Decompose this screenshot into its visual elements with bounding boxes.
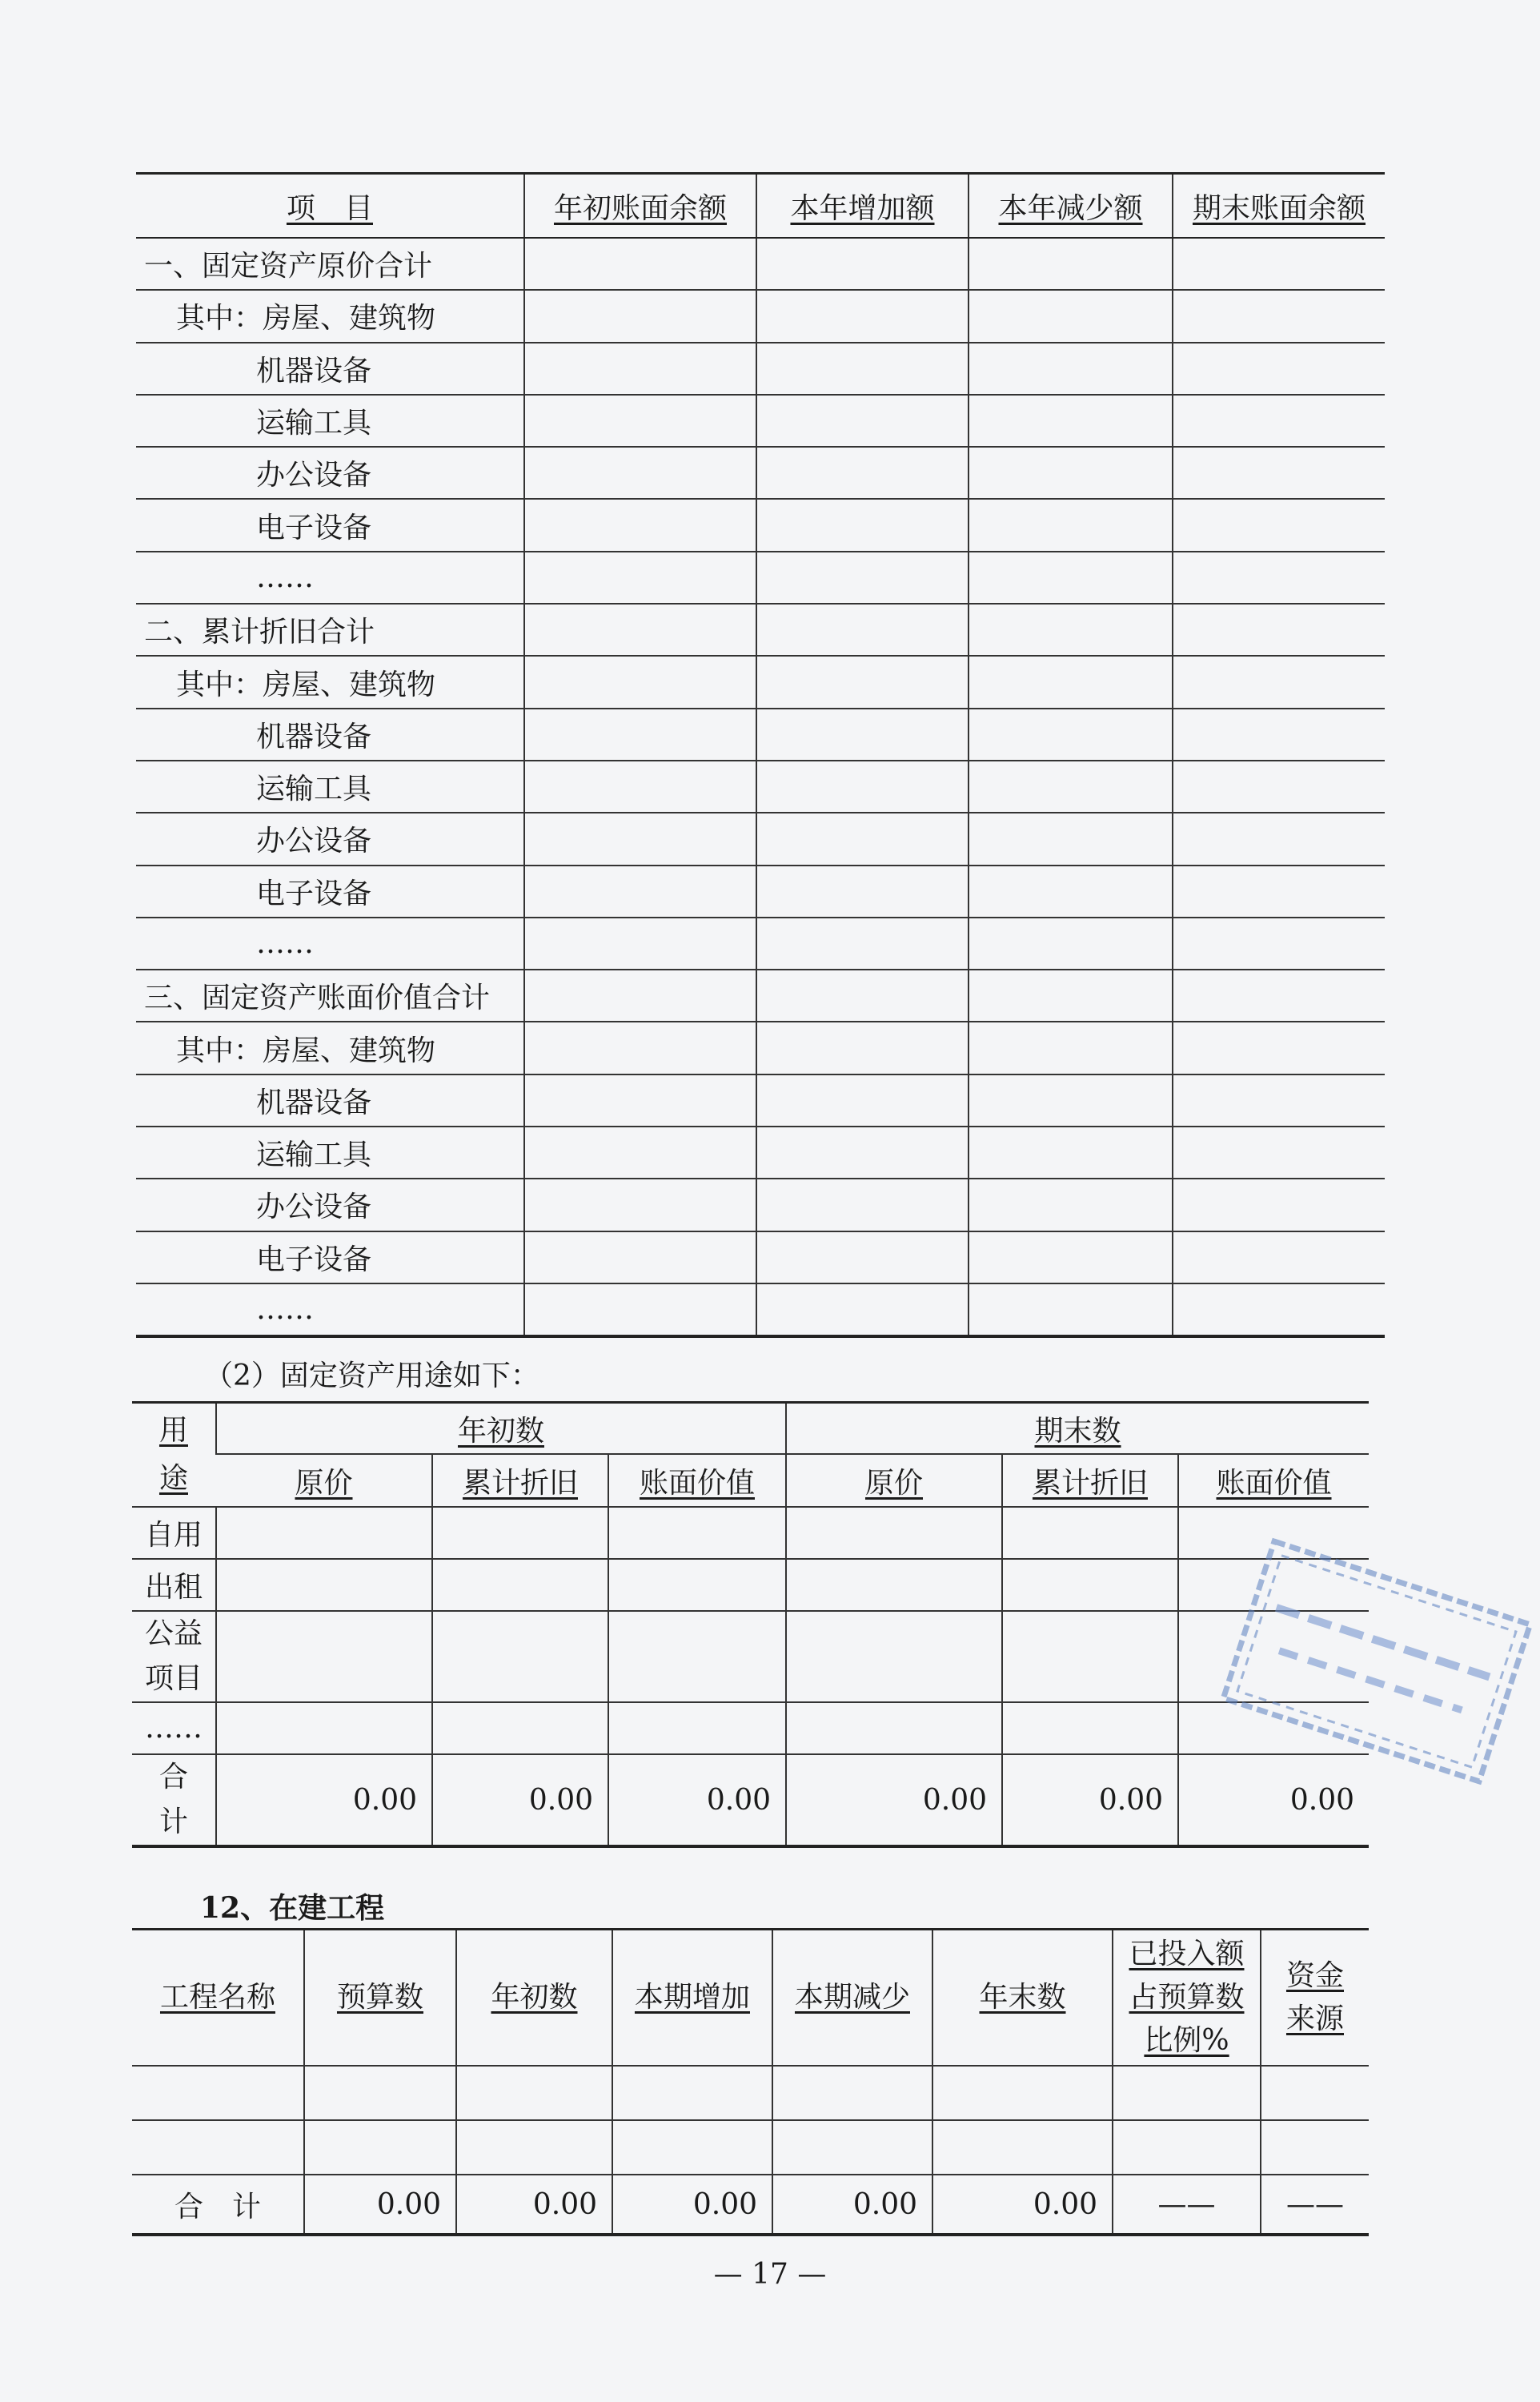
- value-cell: [1173, 1127, 1385, 1179]
- value-cell: [969, 970, 1173, 1022]
- row-label: 自用: [132, 1507, 216, 1559]
- value-cell: [969, 604, 1173, 656]
- value-cell: [969, 709, 1173, 761]
- table-row: [136, 970, 1385, 1022]
- header-invested-ratio: 已投入额 占预算数 比例%: [1113, 1930, 1261, 2067]
- table-row: [136, 290, 1385, 342]
- table-row: [136, 709, 1385, 761]
- total-row: [132, 2175, 1369, 2235]
- total-value: 0.00: [1002, 1754, 1178, 1846]
- row-label: 办公设备: [136, 447, 524, 499]
- header-closing-balance: 期末账面余额: [1173, 174, 1385, 239]
- row-label: 二、累计折旧合计: [136, 604, 524, 656]
- page-number: — 17 —: [713, 2258, 827, 2291]
- value-cell: [756, 1283, 969, 1336]
- value-cell: [969, 761, 1173, 813]
- fixed-asset-body: [136, 238, 1385, 1336]
- table-row: [136, 1283, 1385, 1336]
- row-label: 电子设备: [136, 499, 524, 551]
- value-cell: [756, 395, 969, 447]
- total-value: 0.00: [1178, 1754, 1369, 1846]
- value-cell: [969, 1074, 1173, 1127]
- value-cell: [524, 709, 756, 761]
- header-book-value: 账面价值: [608, 1454, 786, 1507]
- total-value: 0.00: [608, 1754, 786, 1846]
- value-cell: [756, 761, 969, 813]
- value-cell: [756, 1179, 969, 1231]
- value-cell: [969, 552, 1173, 604]
- value-cell: [969, 1179, 1173, 1231]
- row-label: 公益 项目: [132, 1611, 216, 1702]
- table-row: [132, 1611, 1369, 1702]
- value-cell: [756, 1127, 969, 1179]
- dash-placeholder: ——: [1113, 2175, 1261, 2235]
- fixed-asset-header-row: [136, 174, 1385, 239]
- total-value: 0.00: [456, 2175, 612, 2235]
- value-cell: [524, 970, 756, 1022]
- value-cell: [1173, 238, 1385, 290]
- header-accum-depreciation: 累计折旧: [432, 1454, 608, 1507]
- total-value: 0.00: [216, 1754, 432, 1846]
- value-cell: [756, 343, 969, 395]
- value-cell: [756, 813, 969, 865]
- usage-sub-header-row: [132, 1454, 1369, 1507]
- table-row: [136, 604, 1385, 656]
- row-label: 其中：房屋、建筑物: [136, 290, 524, 342]
- value-cell: [1173, 656, 1385, 708]
- value-cell: [524, 1022, 756, 1074]
- value-cell: [524, 1127, 756, 1179]
- value-cell: [756, 709, 969, 761]
- value-cell: [756, 552, 969, 604]
- row-label: ……: [132, 1702, 216, 1754]
- header-budget: 预算数: [304, 1930, 456, 2067]
- table-row: [136, 1179, 1385, 1231]
- header-original-cost: 原价: [786, 1454, 1002, 1507]
- value-cell: [1173, 343, 1385, 395]
- value-cell: [524, 343, 756, 395]
- table-row: [136, 447, 1385, 499]
- value-cell: [1173, 970, 1385, 1022]
- table-row: [136, 343, 1385, 395]
- value-cell: [1173, 499, 1385, 551]
- header-end-of-period: 期末数: [786, 1403, 1369, 1455]
- value-cell: [1173, 1283, 1385, 1336]
- total-value: 0.00: [772, 2175, 932, 2235]
- value-cell: [1173, 447, 1385, 499]
- value-cell: [524, 290, 756, 342]
- usage-caption: （2）固定资产用途如下：: [204, 1360, 539, 1392]
- row-label: 机器设备: [136, 1074, 524, 1127]
- usage-group-header-row: [132, 1403, 1369, 1455]
- value-cell: [524, 447, 756, 499]
- value-cell: [524, 552, 756, 604]
- value-cell: [524, 1283, 756, 1336]
- value-cell: [1173, 1074, 1385, 1127]
- value-cell: [1173, 761, 1385, 813]
- table-row: [136, 918, 1385, 970]
- value-cell: [756, 238, 969, 290]
- value-cell: [756, 1022, 969, 1074]
- value-cell: [524, 761, 756, 813]
- table-row: [136, 1231, 1385, 1283]
- value-cell: [756, 1231, 969, 1283]
- table-row: [132, 2066, 1369, 2120]
- value-cell: [1173, 1179, 1385, 1231]
- value-cell: [969, 918, 1173, 970]
- row-label: 办公设备: [136, 813, 524, 865]
- value-cell: [969, 656, 1173, 708]
- table-row: [136, 1074, 1385, 1127]
- row-label: ……: [136, 918, 524, 970]
- value-cell: [969, 290, 1173, 342]
- value-cell: [524, 1231, 756, 1283]
- value-cell: [524, 813, 756, 865]
- table-row: [136, 499, 1385, 551]
- table-row: [136, 238, 1385, 290]
- value-cell: [1173, 395, 1385, 447]
- table-row: [136, 395, 1385, 447]
- table-row: [136, 1022, 1385, 1074]
- header-original-cost: 原价: [216, 1454, 432, 1507]
- total-label: 合 计: [132, 2175, 304, 2235]
- value-cell: [524, 656, 756, 708]
- row-label: 机器设备: [136, 343, 524, 395]
- value-cell: [969, 1283, 1173, 1336]
- header-increase: 本年增加额: [756, 174, 969, 239]
- value-cell: [1173, 604, 1385, 656]
- value-cell: [1173, 813, 1385, 865]
- dash-placeholder: ——: [1261, 2175, 1369, 2235]
- row-label: 其中：房屋、建筑物: [136, 1022, 524, 1074]
- table-row: [136, 1127, 1385, 1179]
- table-row: [136, 552, 1385, 604]
- value-cell: [1173, 552, 1385, 604]
- table-row: [136, 761, 1385, 813]
- value-cell: [969, 343, 1173, 395]
- header-project-name: 工程名称: [132, 1930, 304, 2067]
- row-label: 办公设备: [136, 1179, 524, 1231]
- value-cell: [1173, 918, 1385, 970]
- header-fund-source: 资金 来源: [1261, 1930, 1369, 2067]
- table-row: [132, 1507, 1369, 1559]
- construction-header-row: [132, 1930, 1369, 2067]
- table-row: [136, 866, 1385, 918]
- value-cell: [969, 813, 1173, 865]
- row-label: ……: [136, 1283, 524, 1336]
- value-cell: [756, 970, 969, 1022]
- row-label: 电子设备: [136, 866, 524, 918]
- value-cell: [969, 395, 1173, 447]
- header-period-decrease: 本期减少: [772, 1930, 932, 2067]
- table-row: [132, 1559, 1369, 1611]
- total-value: 0.00: [432, 1754, 608, 1846]
- value-cell: [969, 866, 1173, 918]
- header-year-begin: 年初数: [456, 1930, 612, 2067]
- value-cell: [969, 499, 1173, 551]
- table-row: [136, 656, 1385, 708]
- value-cell: [524, 499, 756, 551]
- value-cell: [969, 1127, 1173, 1179]
- value-cell: [756, 290, 969, 342]
- value-cell: [969, 1022, 1173, 1074]
- header-decrease: 本年减少额: [969, 174, 1173, 239]
- table-row: [132, 1702, 1369, 1754]
- total-label: 合 计: [132, 1754, 216, 1846]
- value-cell: [756, 604, 969, 656]
- value-cell: [524, 238, 756, 290]
- header-book-value: 账面价值: [1178, 1454, 1369, 1507]
- construction-in-progress-title: 12、在建工程: [200, 1891, 385, 1925]
- value-cell: [1173, 1022, 1385, 1074]
- value-cell: [524, 1179, 756, 1231]
- construction-table: [132, 1928, 1369, 2236]
- value-cell: [756, 499, 969, 551]
- header-year-end: 年末数: [932, 1930, 1113, 2067]
- header-usage: 用 途: [132, 1403, 216, 1508]
- value-cell: [756, 447, 969, 499]
- row-label: ……: [136, 552, 524, 604]
- header-opening-balance: 年初账面余额: [524, 174, 756, 239]
- value-cell: [524, 1074, 756, 1127]
- header-accum-depreciation: 累计折旧: [1002, 1454, 1178, 1507]
- row-label: 运输工具: [136, 1127, 524, 1179]
- header-item: 项 目: [136, 174, 524, 239]
- value-cell: [1173, 290, 1385, 342]
- total-value: 0.00: [932, 2175, 1113, 2235]
- value-cell: [524, 395, 756, 447]
- fixed-asset-table: [136, 172, 1385, 1338]
- row-label: 运输工具: [136, 761, 524, 813]
- value-cell: [1173, 1231, 1385, 1283]
- usage-table: [132, 1401, 1369, 1848]
- total-value: 0.00: [304, 2175, 456, 2235]
- total-row: [132, 1754, 1369, 1846]
- value-cell: [524, 866, 756, 918]
- table-row: [136, 813, 1385, 865]
- row-label: 出租: [132, 1559, 216, 1611]
- value-cell: [524, 918, 756, 970]
- value-cell: [524, 604, 756, 656]
- row-label: 一、固定资产原价合计: [136, 238, 524, 290]
- value-cell: [756, 918, 969, 970]
- value-cell: [756, 1074, 969, 1127]
- row-label: 其中：房屋、建筑物: [136, 656, 524, 708]
- value-cell: [969, 1231, 1173, 1283]
- row-label: 机器设备: [136, 709, 524, 761]
- value-cell: [1173, 866, 1385, 918]
- total-value: 0.00: [786, 1754, 1002, 1846]
- row-label: 运输工具: [136, 395, 524, 447]
- header-begin-of-year: 年初数: [216, 1403, 786, 1455]
- value-cell: [756, 656, 969, 708]
- total-value: 0.00: [612, 2175, 772, 2235]
- value-cell: [969, 447, 1173, 499]
- value-cell: [756, 866, 969, 918]
- row-label: 三、固定资产账面价值合计: [136, 970, 524, 1022]
- value-cell: [1173, 709, 1385, 761]
- table-row: [132, 2120, 1369, 2175]
- value-cell: [969, 238, 1173, 290]
- header-period-increase: 本期增加: [612, 1930, 772, 2067]
- row-label: 电子设备: [136, 1231, 524, 1283]
